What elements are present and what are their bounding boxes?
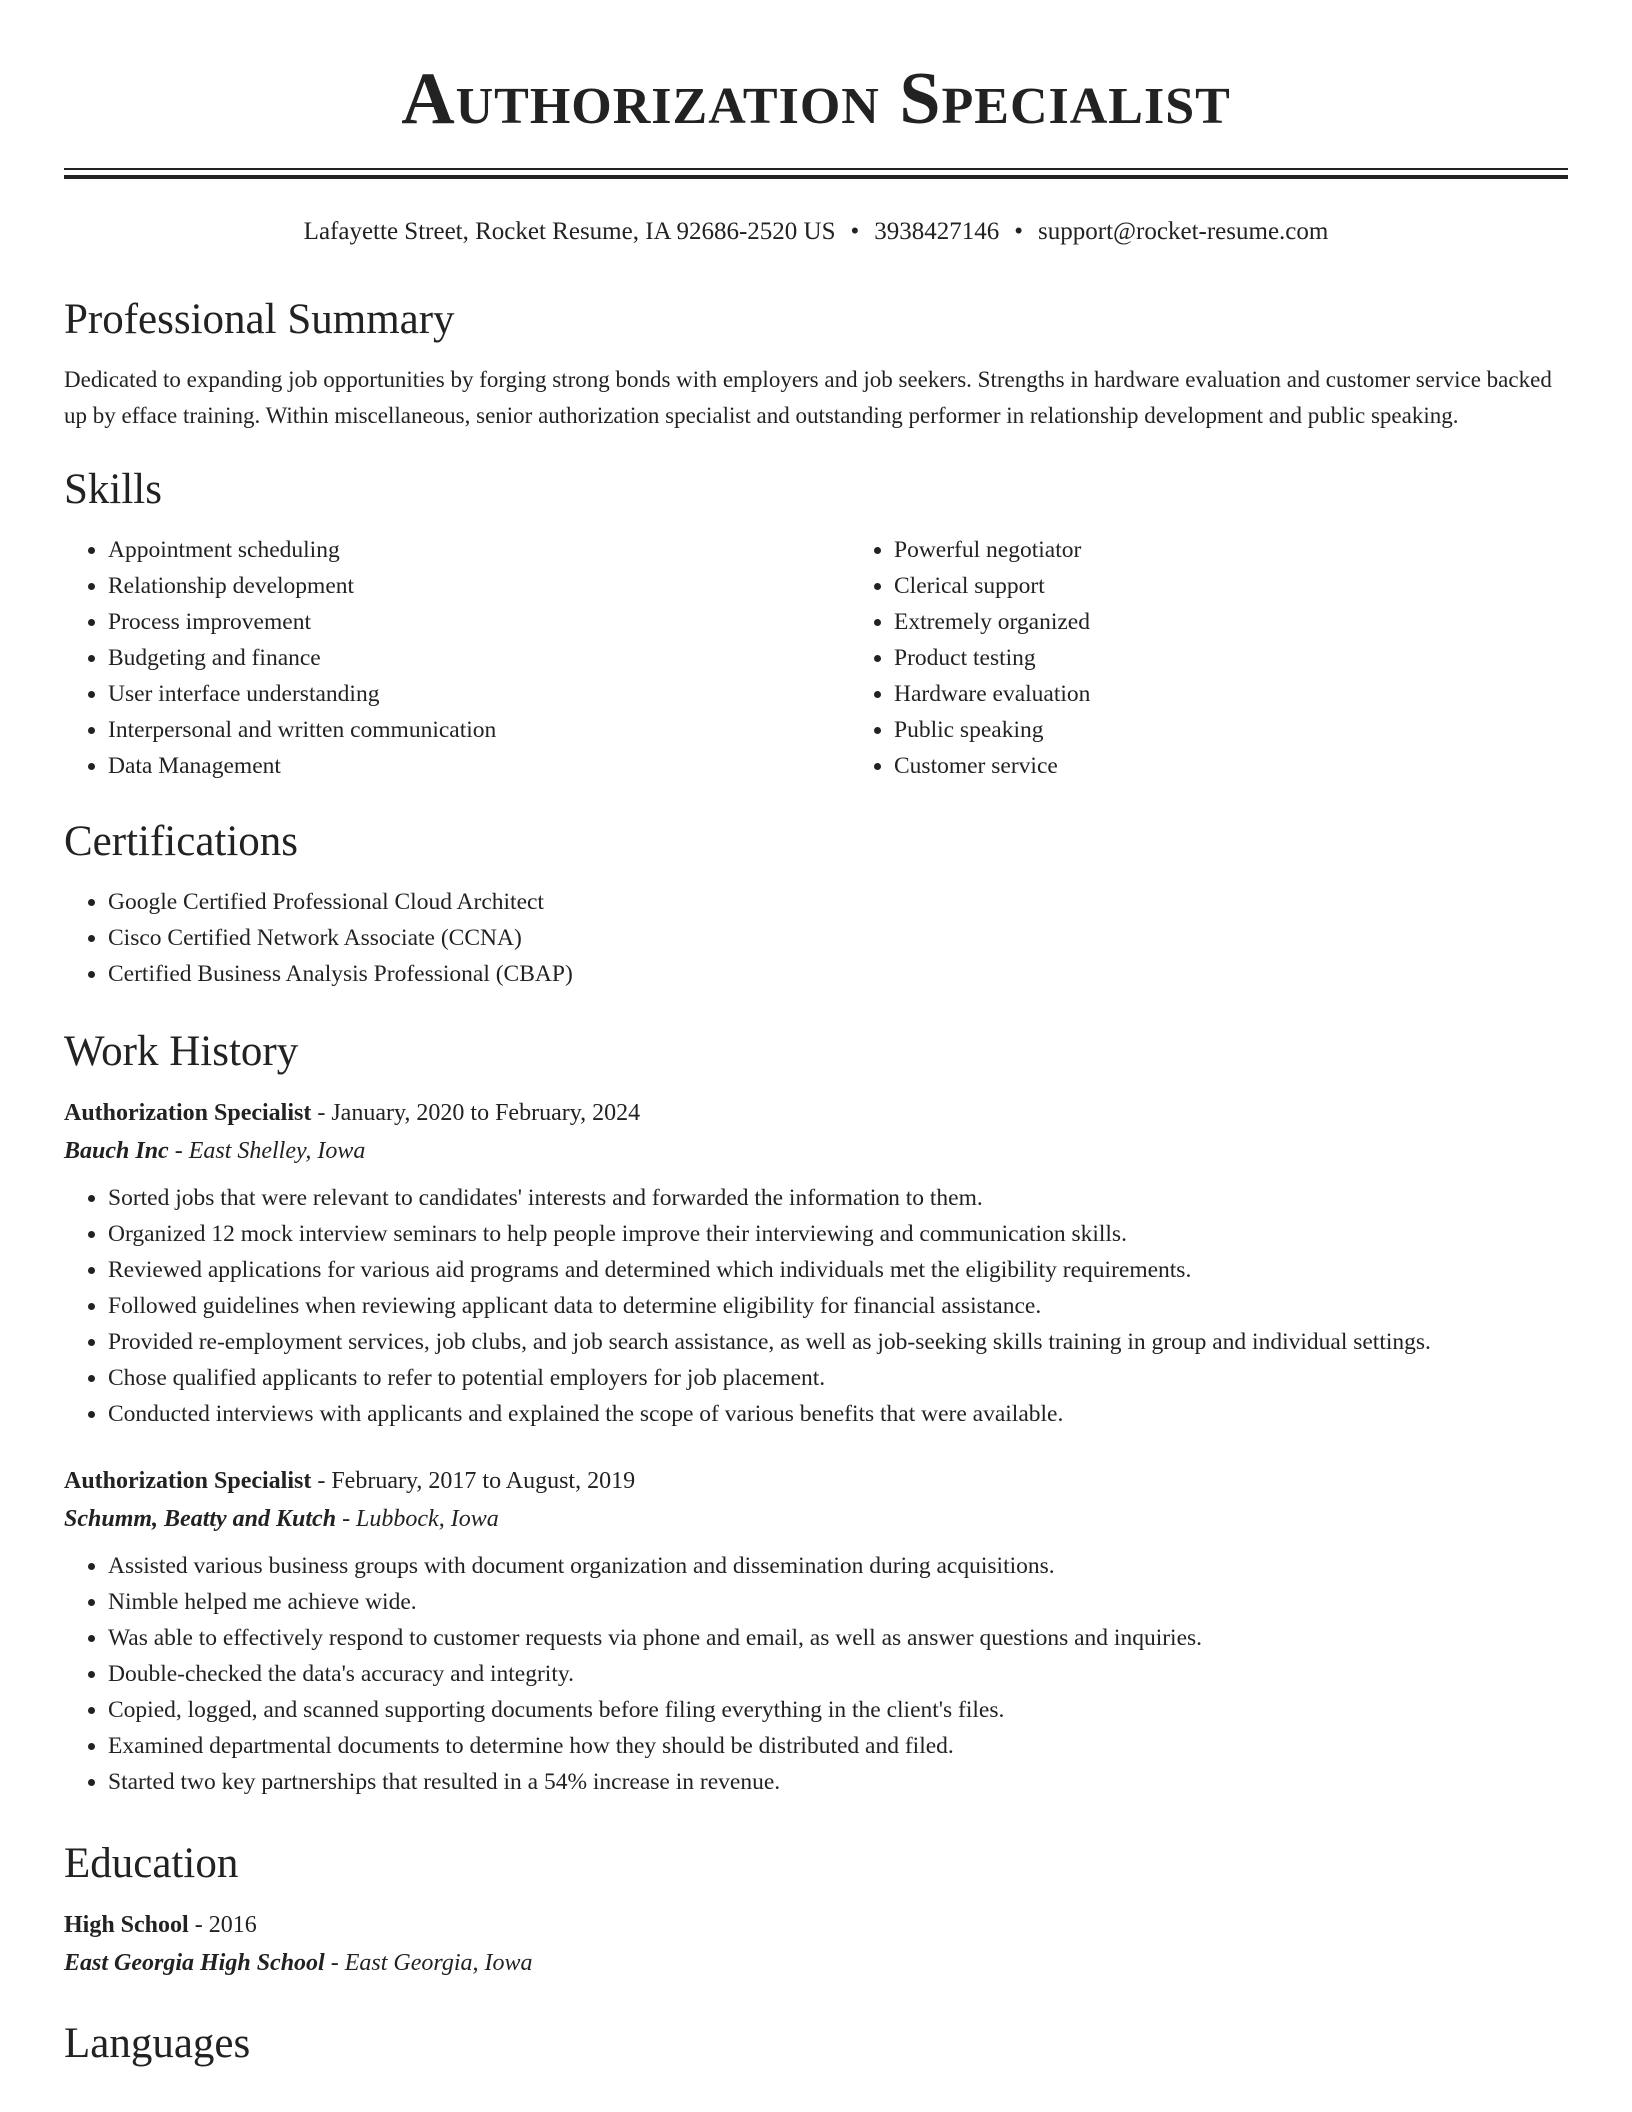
- section-heading: Work History: [64, 1028, 299, 1075]
- job-bullet: • Was able to effectively respond to customer requests via phone and email, as well as answer questions and inquiries.: [108, 1620, 1568, 1656]
- skill-item: • Clerical support: [894, 568, 1632, 604]
- education-section: [64, 1830, 1568, 1982]
- skills-grid: [64, 532, 1568, 784]
- candidate-name: Authorization Specialist: [401, 58, 1231, 140]
- skills-list-right: [850, 532, 1632, 784]
- company-location: - Lubbock, Iowa: [336, 1506, 499, 1532]
- certification-item: • Google Certified Professional Cloud Architect: [108, 884, 1568, 920]
- school-name: East Georgia High School: [64, 1950, 325, 1976]
- job-bullet: • Organized 12 mock interview seminars to help people improve their interviewing and communication skills.: [108, 1216, 1568, 1252]
- contact-email: support@rocket-resume.com: [1038, 218, 1329, 245]
- school-location: - East Georgia, Iowa: [324, 1950, 533, 1976]
- job-bullets: [64, 1180, 1568, 1432]
- degree: High School: [64, 1912, 189, 1938]
- skill-item: • Product testing: [894, 640, 1632, 676]
- summary-section: [64, 286, 1568, 434]
- languages-section: [64, 2010, 1568, 2078]
- skill-item: • Relationship development: [108, 568, 850, 604]
- section-heading: Education: [64, 1840, 239, 1887]
- certifications-list: [64, 884, 1568, 992]
- skill-item: • Customer service: [894, 748, 1632, 784]
- company-name: Bauch Inc: [64, 1138, 169, 1164]
- job-dates: - January, 2020 to February, 2024: [311, 1100, 641, 1126]
- skills-section: [64, 456, 1568, 784]
- section-heading: Professional Summary: [64, 296, 455, 343]
- degree-line: [64, 1906, 1568, 1944]
- skill-item: • User interface understanding: [108, 676, 850, 712]
- contact-separator: •: [1014, 218, 1024, 245]
- skill-item: • Process improvement: [108, 604, 850, 640]
- skill-item: • Hardware evaluation: [894, 676, 1632, 712]
- job-bullet: • Started two key partnerships that resulted in a 54% increase in revenue.: [108, 1764, 1568, 1800]
- contact-phone: 3938427146: [874, 218, 1000, 245]
- contact-line: [0, 212, 1632, 252]
- skill-item: • Powerful negotiator: [894, 532, 1632, 568]
- company-line: [64, 1500, 1568, 1538]
- company-name: Schumm, Beatty and Kutch: [64, 1506, 337, 1532]
- job-bullet: • Copied, logged, and scanned supporting documents before filing everything in the client's files.: [108, 1692, 1568, 1728]
- job-bullet: • Assisted various business groups with document organization and dissemination during acquisitions.: [108, 1548, 1568, 1584]
- section-heading: Certifications: [64, 818, 299, 865]
- job-entry: [64, 1462, 1568, 1800]
- job-bullet: • Reviewed applications for various aid programs and determined which individuals met the eligibility requirements.: [108, 1252, 1568, 1288]
- job-title: Authorization Specialist: [64, 1468, 312, 1494]
- job-bullets: [64, 1548, 1568, 1800]
- certification-item: • Certified Business Analysis Professional (CBAP): [108, 956, 1568, 992]
- certifications-section: [64, 808, 1568, 992]
- job-bullet: • Sorted jobs that were relevant to candidates' interests and forwarded the information to them.: [108, 1180, 1568, 1216]
- job-title: Authorization Specialist: [64, 1100, 312, 1126]
- job-bullet: • Conducted interviews with applicants and explained the scope of various benefits that were available.: [108, 1396, 1568, 1432]
- job-bullet: • Followed guidelines when reviewing applicant data to determine eligibility for financial assistance.: [108, 1288, 1568, 1324]
- skill-item: • Public speaking: [894, 712, 1632, 748]
- section-heading: Skills: [64, 466, 162, 513]
- contact-address: Lafayette Street, Rocket Resume, IA 92686-2520 US: [303, 218, 836, 245]
- skills-list-left: [64, 532, 850, 784]
- certification-item: • Cisco Certified Network Associate (CCNA): [108, 920, 1568, 956]
- skill-item: • Interpersonal and written communication: [108, 712, 850, 748]
- work-history-section: [64, 1018, 1568, 1800]
- contact-separator: •: [850, 218, 860, 245]
- skill-item: • Budgeting and finance: [108, 640, 850, 676]
- job-entry: [64, 1094, 1568, 1432]
- company-line: [64, 1132, 1568, 1170]
- header-rule-thin: [64, 168, 1568, 170]
- job-title-line: [64, 1094, 1568, 1132]
- graduation-year: - 2016: [188, 1912, 257, 1938]
- job-bullet: • Nimble helped me achieve wide.: [108, 1584, 1568, 1620]
- school-line: [64, 1944, 1568, 1982]
- job-bullet: • Double-checked the data's accuracy and integrity.: [108, 1656, 1568, 1692]
- resume-content: [64, 286, 1568, 2086]
- skill-item: • Appointment scheduling: [108, 532, 850, 568]
- job-dates: - February, 2017 to August, 2019: [311, 1468, 636, 1494]
- job-bullet: • Chose qualified applicants to refer to potential employers for job placement.: [108, 1360, 1568, 1396]
- skill-item: • Extremely organized: [894, 604, 1632, 640]
- job-bullet: • Examined departmental documents to determine how they should be distributed and filed.: [108, 1728, 1568, 1764]
- job-title-line: [64, 1462, 1568, 1500]
- summary-text: Dedicated to expanding job opportunities by forging strong bonds with employers and job seekers. Strengths in hardware evaluation and customer service backed up by efface training. Within miscellaneous, senior authorization specialist and outstanding performer in relationship development and public speaking.: [64, 367, 1552, 428]
- section-heading: Languages: [64, 2020, 251, 2067]
- job-bullet: • Provided re-employment services, job clubs, and job search assistance, as well as job-seeking skills training in group and individual settings.: [108, 1324, 1568, 1360]
- company-location: - East Shelley, Iowa: [168, 1138, 366, 1164]
- header-rule-thick: [64, 175, 1568, 179]
- skill-item: • Data Management: [108, 748, 850, 784]
